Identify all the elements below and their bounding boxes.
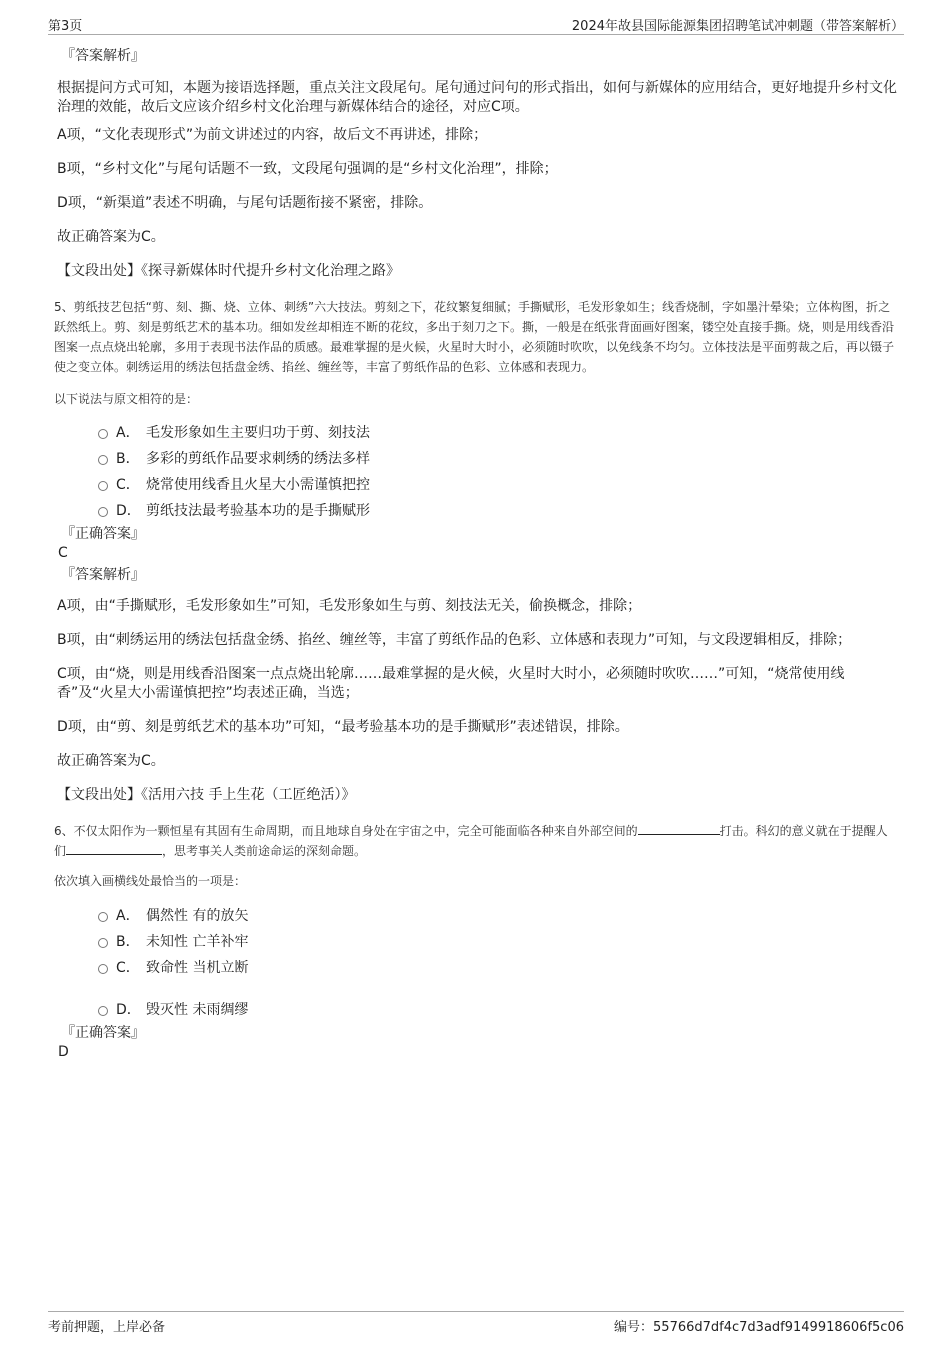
q6-stem: 6、不仅太阳作为一颗恒星有其固有生命周期，而且地球自身处在宇宙之中，完全可能面临各种来自外部空间的 打击。科幻的意义就在于提醒人们 ，思考事关人类前途命运的深刻命题。	[54, 824, 888, 858]
q6-option-c[interactable]: C． 致命性 当机立断	[57, 955, 897, 981]
document-title: 2024年故县国际能源集团招聘笔试冲刺题（带答案解析）	[571, 19, 904, 34]
q5-analysis-d: D项，由“剪、刻是剪纸艺术的基本功”可知，“最考验基本功的是手撕赋形”表述错误，排除。	[57, 719, 629, 735]
q6-option-b[interactable]: B． 未知性 亡羊补牢	[57, 929, 897, 955]
q6-options	[57, 903, 897, 1023]
q5-conclusion: 故正确答案为C。	[57, 753, 165, 769]
q6-option-a[interactable]: A． 偶然性 有的放矢	[57, 903, 897, 929]
q4-source: 【文段出处】《探寻新媒体时代提升乡村文化治理之路》	[57, 263, 400, 279]
footer-slogan: 考前押题，上岸必备	[48, 1320, 166, 1335]
q5-analysis-label: 『答案解析』	[61, 567, 145, 583]
q4-analysis-d: D项，“新渠道”表述不明确，与尾句话题衔接不紧密，排除。	[57, 195, 433, 211]
q5-prompt: 以下说法与原文相符的是：	[54, 392, 199, 406]
q5-option-d[interactable]: D． 剪纸技法最考验基本功的是手撕赋形	[57, 498, 897, 524]
q6-answer: D	[58, 1044, 69, 1060]
q5-answer-label: 『正确答案』	[61, 526, 145, 542]
q5-source: 【文段出处】《活用六技 手上生花（工匠绝活）》	[57, 787, 356, 803]
q4-analysis-a: A项，“文化表现形式”为前文讲述过的内容，故后文不再讲述，排除；	[57, 127, 488, 143]
radio-icon[interactable]	[98, 938, 108, 948]
q4-analysis-label: 『答案解析』	[61, 48, 145, 64]
page-header	[48, 12, 904, 35]
q4-analysis-b: B项，“乡村文化”与尾句话题不一致，文段尾句强调的是“乡村文化治理”，排除；	[57, 161, 558, 177]
q6-prompt: 依次填入画横线处最恰当的一项是：	[54, 874, 247, 888]
radio-icon[interactable]	[98, 964, 108, 974]
q5-answer: C	[58, 545, 68, 561]
radio-icon[interactable]	[98, 481, 108, 491]
content	[54, 46, 897, 1061]
radio-icon[interactable]	[98, 429, 108, 439]
blank-2	[66, 842, 162, 855]
document-code: 编号：55766d7df4c7d3adf9149918606f5c06	[614, 1320, 904, 1335]
q4-analysis-main: 根据提问方式可知，本题为接语选择题，重点关注文段尾句。尾句通过问句的形式指出，如何与新媒体的应用结合，更好地提升乡村文化治理的效能，故后文应该介绍乡村文化治理与新媒体结合的途径，对应C项。	[57, 80, 897, 115]
q5-stem: 5、剪纸技艺包括“剪、刻、撕、烧、立体、刺绣”六大技法。剪刻之下，花纹繁复细腻；手撕赋形，毛发形象如生；线香烧制，字如墨汁晕染；立体构图，折之跃然纸上。剪、刻是剪纸艺术的基本功。细如发丝却相连不断的花纹，多出于刻刀之下。撕，一般是在纸张背面画好图案，镂空处直接手撕。烧，则是用线香沿图案一点点烧出轮廓，多用于表现书法作品的质感。最难掌握的是火候，火星时大时小，必须随时吹吹，以免线条不均匀。立体技法是平面剪裁之后，再以镊子使之变立体。刺绣运用的绣法包括盘金绣、掐丝、缠丝等，丰富了剪纸作品的色彩、立体感和表现力。	[54, 300, 895, 374]
q5-analysis-b: B项，由“刺绣运用的绣法包括盘金绣、掐丝、缠丝等，丰富了剪纸作品的色彩、立体感和表现力”可知，与文段逻辑相反，排除；	[57, 632, 852, 648]
page-footer	[48, 1311, 904, 1334]
radio-icon[interactable]	[98, 912, 108, 922]
q5-option-c[interactable]: C． 烧常使用线香且火星大小需谨慎把控	[57, 472, 897, 498]
blank-1	[638, 822, 720, 835]
q4-conclusion: 故正确答案为C。	[57, 229, 165, 245]
q6-option-d[interactable]: D． 毁灭性 未雨绸缪	[57, 997, 897, 1023]
q5-options	[57, 420, 897, 524]
q5-analysis-a: A项，由“手撕赋形，毛发形象如生”可知，毛发形象如生与剪、刻技法无关，偷换概念，排除；	[57, 598, 642, 614]
radio-icon[interactable]	[98, 507, 108, 517]
q6-answer-label: 『正确答案』	[61, 1025, 145, 1041]
q5-option-b[interactable]: B． 多彩的剪纸作品要求刺绣的绣法多样	[57, 446, 897, 472]
page-number: 第3页	[48, 19, 83, 34]
q5-option-a[interactable]: A． 毛发形象如生主要归功于剪、刻技法	[57, 420, 897, 446]
q5-analysis-c: C项，由“烧，则是用线香沿图案一点点烧出轮廓……最难掌握的是火候，火星时大时小，必须随时吹吹……”可知，“烧常使用线香”及“火星大小需谨慎把控”均表述正确，当选；	[57, 666, 845, 701]
radio-icon[interactable]	[98, 1006, 108, 1016]
radio-icon[interactable]	[98, 455, 108, 465]
